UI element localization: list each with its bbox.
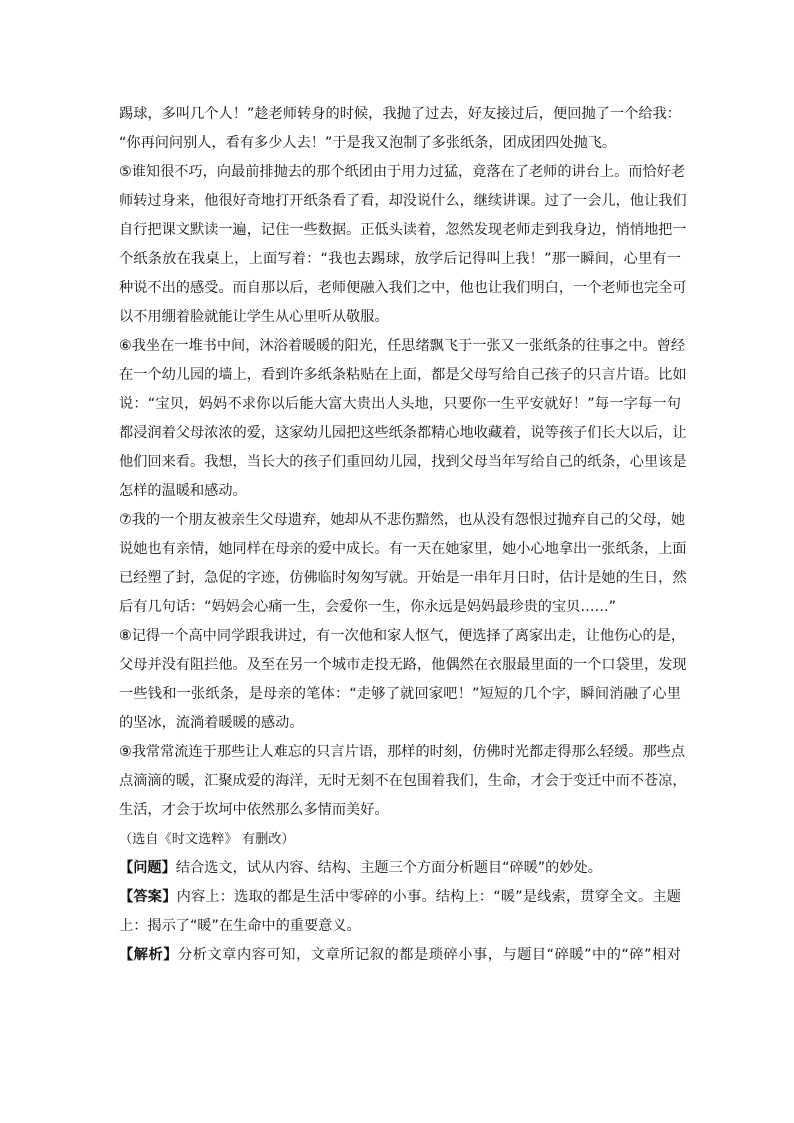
text-line: 种说不出的感受。而自那以后，老师便融入我们之中，他也让我们明白，一个老师也完全可 [119, 280, 687, 296]
text-line: 怎样的温暖和感动。 [119, 483, 247, 499]
paragraph-intro [119, 100, 681, 158]
paragraph-6 [119, 332, 687, 506]
text-line: 说：“宝贝，妈妈不求你以后能大富大贵出人头地，只要你一生平安就好！”每一字每一句 [119, 396, 681, 412]
text-line: ⑥我坐在一堆书中间，沐浴着暖暖的阳光，任思绪飘飞于一张又一张纸条的往事之中。曾经 [119, 338, 686, 354]
text-line: 以不用绷着脸就能让学生从心里听从敬服。 [119, 309, 389, 325]
question-text: 结合选文，试从内容、结构、主题三个方面分析题目“碎暖”的妙处。 [175, 860, 602, 876]
text-line: 自行把课文默读一遍，记住一些数据。正低头读着，忽然发现老师走到我身边，悄悄地把一 [119, 222, 687, 238]
question-tag: 【问题】 [119, 860, 176, 876]
text-line: ⑤谁知很不巧，向最前排抛去的那个纸团由于用力过猛，竟落在了老师的讲台上。而恰好老 [119, 164, 686, 180]
answer-line [119, 883, 681, 912]
paragraph-5 [119, 158, 687, 332]
text-line: 都浸润着父母浓浓的爱，这家幼儿园把这些纸条都精心地收藏着，说等孩子们长大以后，让 [119, 425, 687, 441]
answer-line: 上：揭示了“暖”在生命中的重要意义。 [119, 918, 361, 934]
answer-text: 内容上：选取的都是生活中零碎的小事。结构上：“暖”是线索，贯穿全文。主题 [176, 889, 681, 905]
text-line: 一些钱和一张纸条，是母亲的笔体：“走够了就回家吧！”短短的几个字，瞬间消融了心里 [119, 686, 681, 702]
text-line: 已经塑了封，急促的字迹，仿佛临时匆匆写就。开始是一串年月日时，估计是她的生日，然 [119, 570, 687, 586]
text-line: 师转过身来，他很好奇地打开纸条看了看，却没说什么，继续讲课。过了一会儿，他让我们 [119, 193, 687, 209]
source-note: （选自《时文选粹》 有删改） [119, 832, 295, 847]
text-line: ⑨我常常流连于那些让人难忘的只言片语，那样的时刻，仿佛时光都走得那么轻缓。那些点 [119, 744, 686, 760]
text-line: 在一个幼儿园的墙上，看到许多纸条粘贴在上面，都是父母写给自己孩子的只言片语。比如 [119, 367, 687, 383]
paragraph-9 [119, 738, 687, 825]
text-line: “你再问问别人，看有多少人去！”于是我又泡制了多张纸条，团成团四处抛飞。 [119, 135, 617, 151]
document-page [119, 100, 687, 970]
text-line: 父母并没有阻拦他。及至在另一个城市走投无路，他偶然在衣服最里面的一个口袋里，发现 [119, 657, 687, 673]
text-line: 说她也有亲情，她同样在母亲的爱中成长。有一天在她家里，她小心地拿出一张纸条，上面 [119, 541, 687, 557]
text-line: 后有几句话：“妈妈会心痛一生，会爱你一生，你永远是妈妈最珍贵的宝贝……” [119, 599, 617, 615]
analysis-text: 分析文章内容可知，文章所记叙的都是琐碎小事，与题目“碎暖”中的“碎”相对 [178, 947, 681, 963]
text-line: ⑦我的一个朋友被亲生父母遗弃，她却从不悲伤黯然，也从没有怨恨过抛弃自己的父母，她 [119, 512, 686, 528]
answer-tag: 【答案】 [119, 889, 177, 905]
question-line [119, 854, 681, 883]
analysis-tag: 【解析】 [119, 947, 178, 963]
text-line: 点滴滴的暖，汇聚成爱的海洋，无时无刻不在包围着我们，生命，才会于变迁中而不苍凉， [119, 773, 687, 789]
analysis-line [119, 941, 681, 970]
paragraph-8 [119, 622, 687, 738]
text-line: 个纸条放在我桌上，上面写着：“我也去踢球，放学后记得叫上我！”那一瞬间，心里有一 [119, 251, 681, 267]
text-line: ⑧记得一个高中同学跟我讲过，有一次他和家人怄气，便选择了离家出走，让他伤心的是， [119, 628, 686, 644]
paragraph-7 [119, 506, 687, 622]
text-line: 踢球，多叫几个人！”趁老师转身的时候，我抛了过去，好友接过后，便回抛了一个给我： [119, 106, 681, 122]
text-line: 的坚冰，流淌着暖暖的感动。 [119, 715, 304, 731]
answer-block [119, 883, 681, 941]
text-line: 他们回来看。我想，当长大的孩子们重回幼儿园，找到父母当年写给自己的纸条，心里该是 [119, 454, 687, 470]
text-line: 生活，才会于坎坷中依然那么多情而美好。 [119, 802, 389, 818]
